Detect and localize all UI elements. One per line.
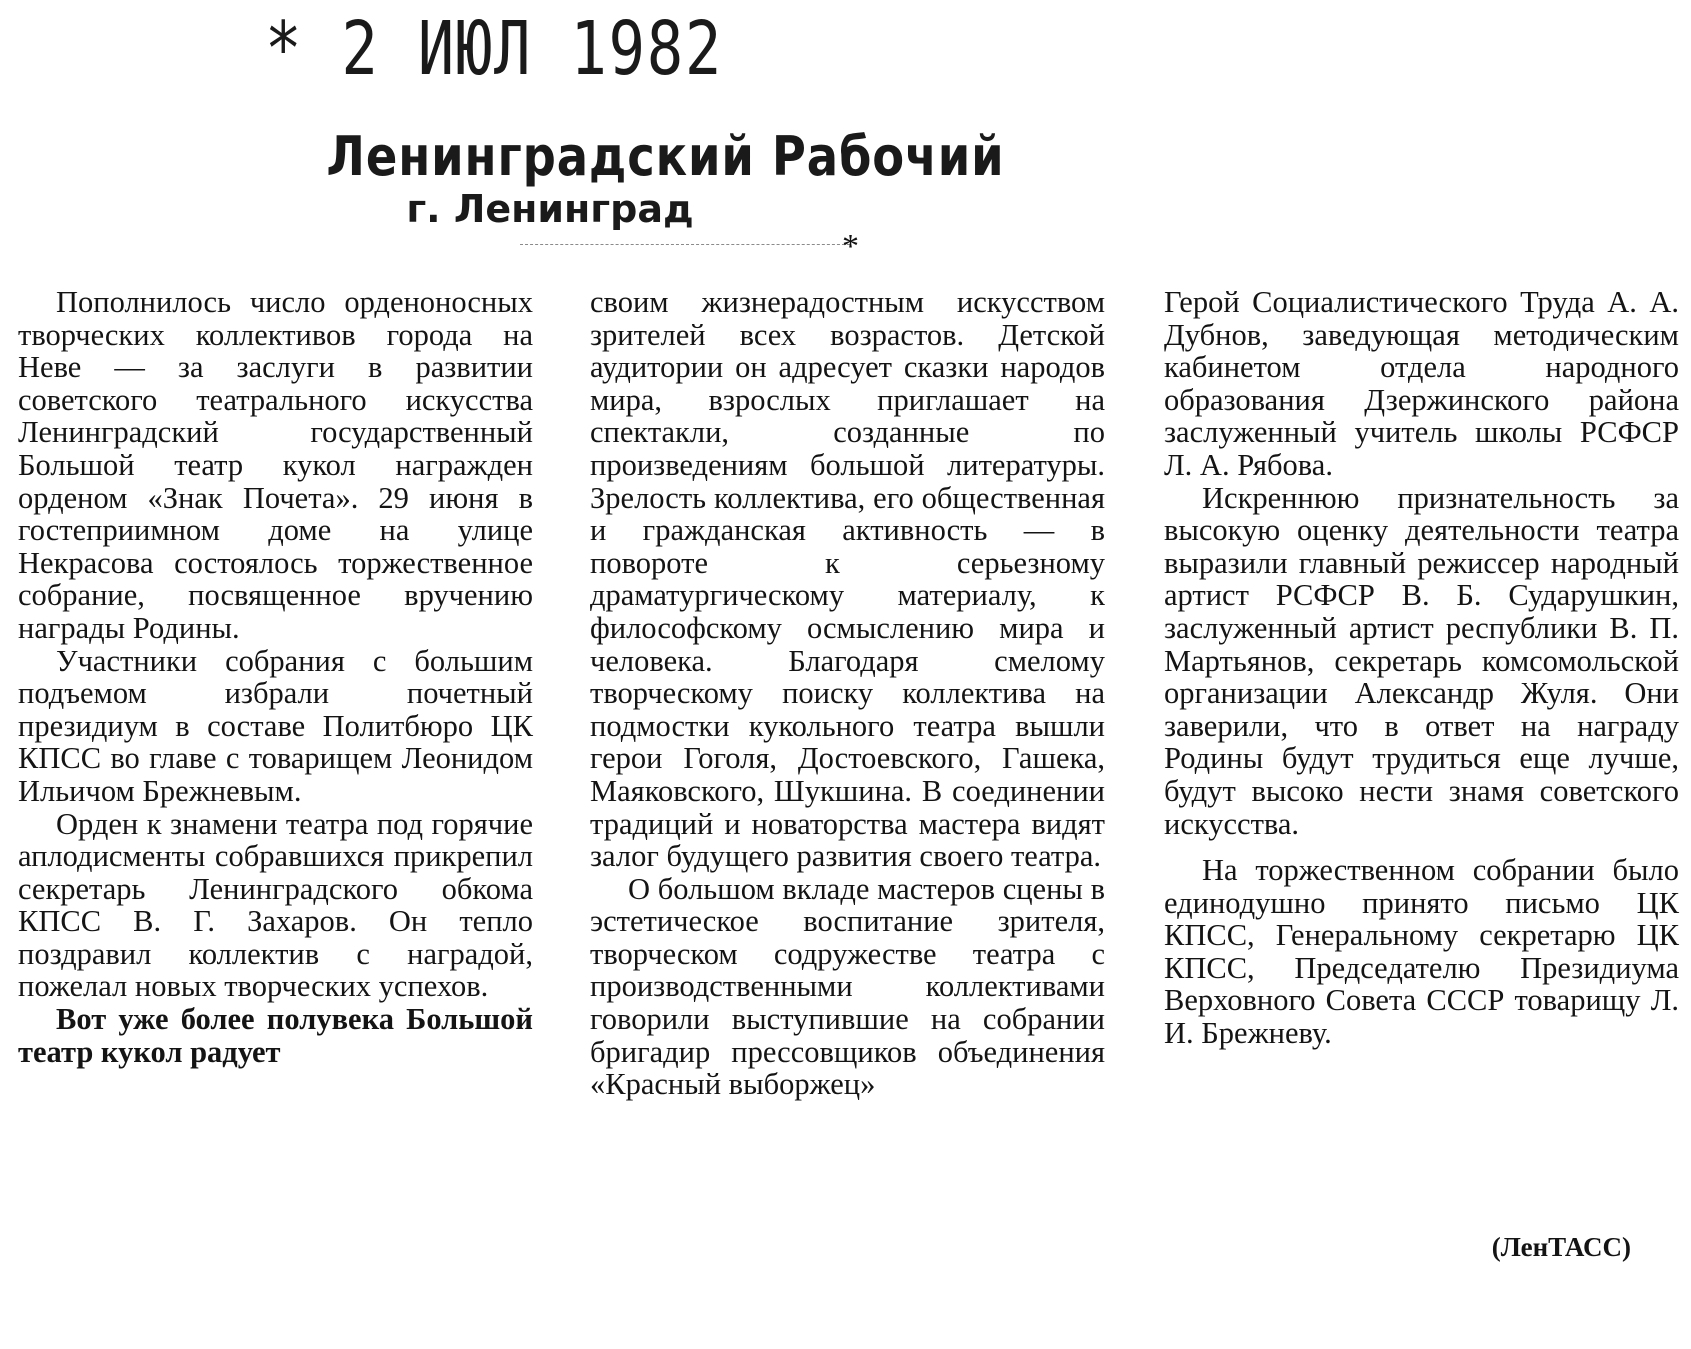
clipping-rule bbox=[520, 244, 850, 245]
newspaper-city: г. Ленинград bbox=[406, 187, 694, 231]
article-column-1 bbox=[18, 286, 533, 1068]
news-agency-credit: (ЛенТАСС) bbox=[1491, 1232, 1631, 1262]
paragraph: Орден к знамени театра под горячие аплодисменты собравшихся прикрепил секретарь Ленинградского обкома КПСС В. Г. Захаров. Он тепло поздравил коллектив с наградой, пожелал новых творческих успехов. bbox=[18, 806, 533, 1004]
paragraph: Искреннюю признательность за высокую оценку деятельности театра выразили главный режиссер народный артист РСФСР В. Б. Сударушкин, заслуженный артист республики В. П. Мартьянов, секретарь комсомольской организации Александр Жуля. Они заверили, что в ответ на награду Родины будут трудиться еще лучше, будут высоко нести знамя советского искусства. bbox=[1164, 480, 1679, 841]
paragraph: Вот уже более полувека Большой театр кукол радует bbox=[18, 1002, 533, 1069]
paragraph: Пополнилось число орденоносных творческих коллективов города на Неве — за заслуги в развитии советского театрального искусства Ленинградский государственный Большой театр кукол награжден орденом «Знак Почета». 29 июня в гостеприимном доме на улице Некрасова состоялось торжественное собрание, посвященное вручению награды Родины. bbox=[18, 285, 533, 645]
star-mark: * bbox=[842, 228, 859, 265]
article-body bbox=[18, 285, 1679, 1326]
paragraph: Герой Социалистического Труда А. А. Дубнов, заведующая методическим кабинетом отдела народного образования Дзержинского района заслуженный учитель школы РСФСР Л. А. Рябова. bbox=[1164, 285, 1679, 482]
date-stamp: * 2 ИЮЛ 1982 bbox=[265, 6, 724, 92]
article-column-3 bbox=[1164, 286, 1679, 1050]
paragraph: На торжественном собрании было единодушно принято письмо ЦК КПСС, Генеральному секретарю ЦК КПСС, Председателю Президиума Верховного Совета СССР товарищу Л. И. Брежневу. bbox=[1164, 853, 1679, 1051]
newspaper-title: Ленинградский Рабочий bbox=[326, 125, 1005, 188]
article-column-2 bbox=[590, 286, 1105, 1101]
paragraph: своим жизнерадостным искусством зрителей всех возрастов. Детской аудитории он адресует сказки народов мира, взрослых приглашает на спектакли, созданные по произведениям большой литературы. Зрелость коллектива, его общественная и гражданская активность — в повороте к серьезному драматургическому материалу, к философскому осмыслению мира и человека. Благодаря смелому творческому поиску коллектива на подмостки кукольного театра вышли герои Гоголя, Достоевского, Гашека, Маяковского, Шукшина. В соединении традиций и новаторства мастера видят залог будущего развития своего театра. bbox=[590, 285, 1105, 874]
paragraph: Участники собрания с большим подъемом избрали почетный президиум в составе Политбюро ЦК КПСС во главе с товарищем Леонидом Ильичом Брежневым. bbox=[18, 643, 533, 808]
paragraph: О большом вкладе мастеров сцены в эстетическое воспитание зрителя, творческом содружестве театра с производственными коллективами говорили выступившие на собрании бригадир прессовщиков объединения «Красный выборжец» bbox=[590, 871, 1105, 1102]
newspaper-masthead bbox=[290, 125, 1005, 231]
